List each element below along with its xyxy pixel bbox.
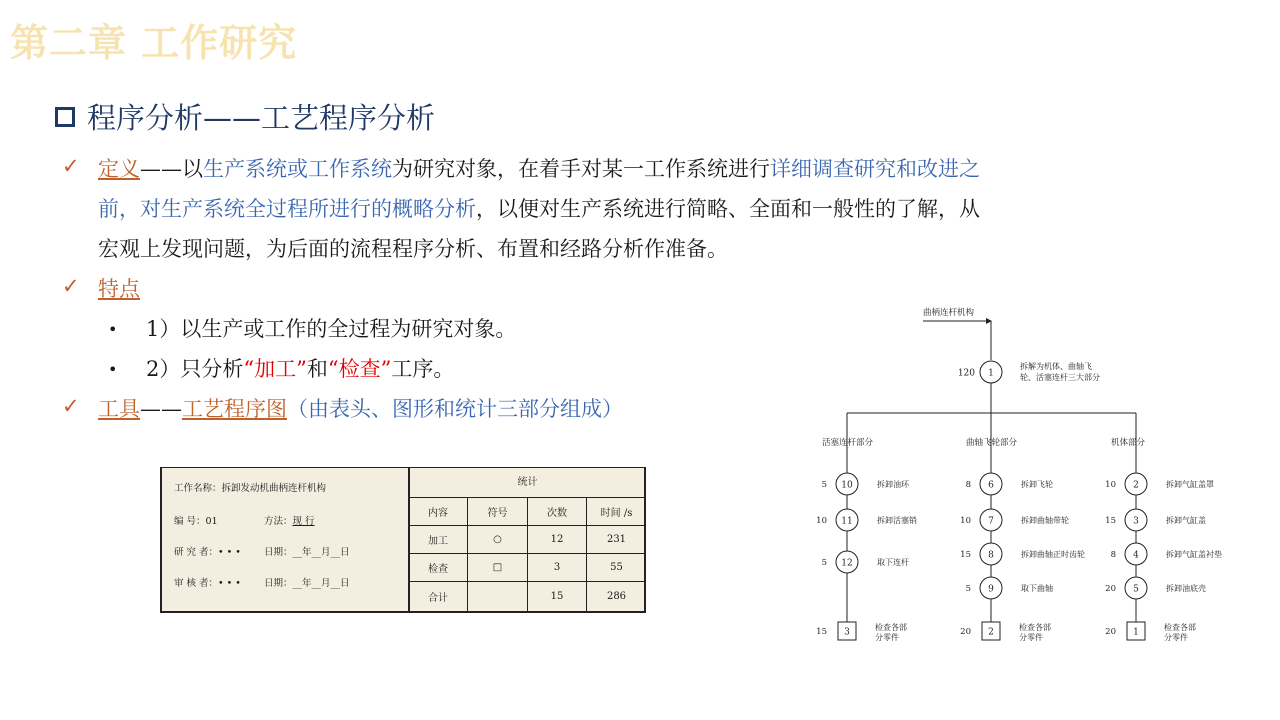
inspection-time: 15	[816, 627, 827, 637]
definition-text-2: ，以便对生产系统进行简略、全面和一般性的了解，从	[476, 197, 980, 221]
stats-cell: 12	[528, 526, 587, 554]
operation-text: 取下曲轴	[1021, 584, 1053, 593]
bullet-icon: •	[108, 360, 118, 379]
operation-time: 5	[965, 584, 971, 594]
operation-number: 11	[841, 516, 853, 527]
operation-number: 4	[1133, 550, 1139, 561]
stats-cell: 55	[587, 554, 646, 582]
operation-text: 拆卸气缸盖罩	[1166, 480, 1214, 489]
stats-cell: 231	[587, 526, 646, 554]
operation-number: 12	[841, 558, 853, 569]
operation-number: 8	[988, 550, 994, 561]
stats-cell: 3	[528, 554, 587, 582]
stats-header-cell: 内容	[409, 497, 468, 526]
operation-text: 轮、活塞连杆三大部分	[1020, 373, 1100, 382]
features-label-line	[98, 274, 140, 304]
operation-text: 拆卸油底壳	[1166, 584, 1206, 593]
chapter-title: 第二章 工作研究	[10, 21, 298, 65]
tool-line	[98, 394, 623, 424]
operation-number: 5	[1133, 584, 1139, 595]
date-2: 日期：__年__月__日	[264, 578, 350, 589]
operation-text: 拆解为机体、曲轴飞	[1020, 362, 1092, 371]
definition-line-2	[98, 194, 980, 224]
operation-text: 拆卸飞轮	[1021, 480, 1053, 489]
square-bullet-icon	[55, 107, 75, 127]
tool-note: （由表头、图形和统计三部分组成）	[287, 397, 623, 421]
stats-title: 统计	[409, 468, 646, 498]
inspection-number: 2	[988, 627, 994, 638]
operation-time: 5	[821, 480, 827, 490]
feature-item-2	[146, 354, 454, 384]
inspection-text: 分零件	[1164, 633, 1188, 642]
operation-text: 拆卸气缸盖衬垫	[1166, 550, 1222, 559]
operation-text: 拆卸油环	[877, 480, 909, 489]
definition-blue-1: 生产系统或工作系统	[203, 157, 392, 181]
inspection-text: 检查各部	[875, 623, 907, 632]
definition-line-1	[98, 154, 980, 184]
inspection-text: 分零件	[1019, 633, 1043, 642]
stats-header-cell: 符号	[468, 497, 528, 526]
operation-time: 10	[960, 516, 971, 526]
operation-text: 取下连杆	[877, 558, 909, 567]
stats-cell: 检查	[409, 554, 468, 582]
operation-text: 拆卸气缸盖	[1166, 516, 1206, 525]
stats-header-cell: 时间 /s	[587, 497, 646, 526]
stats-header-cell: 次数	[528, 497, 587, 526]
tool-dash: ——	[140, 397, 182, 421]
operation-time: 8	[1110, 550, 1116, 560]
operation-number: 9	[988, 584, 994, 595]
definition-text-1: 为研究对象，在着手对某一工作系统进行	[392, 157, 770, 181]
definition-dash: ——以	[140, 157, 203, 181]
definition-label: 定义	[98, 157, 140, 181]
process-chart-diagram	[800, 300, 1260, 660]
operation-time: 5	[821, 558, 827, 568]
checkmark-icon: ✓	[62, 154, 80, 178]
inspection-text: 检查各部	[1019, 623, 1051, 632]
reviewer: 审 核 者：• • •	[174, 578, 241, 589]
operation-time: 120	[957, 368, 975, 379]
stats-cell	[468, 582, 528, 611]
operation-number: 10	[841, 480, 853, 491]
feature-item-2-suffix: 工序。	[391, 357, 455, 381]
method	[264, 513, 315, 527]
operation-number: 7	[988, 516, 994, 527]
definition-line-3: 宏观上发现问题，为后面的流程程序分析、布置和经路分析作准备。	[98, 237, 728, 261]
inspection-text: 检查各部	[1164, 623, 1196, 632]
tool-name: 工艺程序图	[182, 397, 287, 421]
stats-cell: ○	[468, 526, 528, 554]
stats-cell: 合计	[409, 582, 468, 611]
feature-item-1: 1）以生产或工作的全过程为研究对象。	[146, 317, 517, 341]
tool-label: 工具	[98, 397, 140, 421]
checkmark-icon: ✓	[62, 394, 80, 418]
operation-time: 20	[1105, 584, 1116, 594]
section-heading	[55, 96, 435, 137]
date-1: 日期：__年__月__日	[264, 547, 350, 558]
inspection-time: 20	[960, 627, 971, 637]
operation-number: 3	[1133, 516, 1139, 527]
method-value: 现 行	[292, 516, 315, 527]
inspection-time: 20	[1105, 627, 1116, 637]
method-label: 方法：	[264, 516, 293, 527]
job-number: 编 号：01	[174, 516, 218, 527]
feature-item-2-processing: “加工”	[243, 357, 307, 381]
feature-item-2-prefix: 2）只分析	[146, 357, 244, 381]
operation-time: 15	[960, 550, 971, 560]
operation-text: 拆卸活塞销	[877, 516, 917, 525]
inspection-number: 1	[1133, 627, 1139, 638]
operation-number: 6	[988, 480, 994, 491]
operation-time: 15	[1105, 516, 1116, 526]
diagram-top-label: 曲柄连杆机构	[923, 308, 975, 318]
process-chart-header-table	[160, 467, 646, 613]
operation-number: 1	[988, 368, 994, 379]
features-label: 特点	[98, 277, 140, 301]
operation-time: 10	[816, 516, 827, 526]
stats-cell: 286	[606, 591, 627, 602]
operation-time: 8	[965, 480, 971, 490]
operation-text: 拆卸曲轴带轮	[1021, 516, 1069, 525]
feature-item-2-and: 和	[306, 357, 328, 381]
branch-label: 活塞连杆部分	[822, 438, 874, 448]
form-info-section	[162, 468, 410, 611]
inspection-number: 3	[844, 627, 850, 638]
operation-text: 拆卸曲轴正时齿轮	[1021, 550, 1085, 559]
checkmark-icon: ✓	[62, 274, 80, 298]
stats-cell: □	[468, 554, 528, 582]
definition-blue-3: 前，对生产系统全过程所进行的概略分析	[98, 197, 476, 221]
operation-number: 2	[1133, 480, 1139, 491]
job-name: 工作名称：拆卸发动机曲柄连杆机构	[174, 483, 327, 494]
bullet-icon: •	[108, 320, 118, 339]
feature-item-2-inspection: “检查”	[327, 357, 392, 381]
researcher: 研 究 者：• • •	[174, 547, 241, 558]
section-title: 程序分析——工艺程序分析	[87, 101, 436, 135]
inspection-text: 分零件	[875, 633, 899, 642]
stats-cell: 加工	[409, 526, 468, 554]
branch-label: 曲轴飞轮部分	[966, 438, 1018, 448]
definition-blue-2: 详细调查研究和改进之	[770, 157, 980, 181]
stats-cell: 15	[528, 582, 587, 611]
branch-label: 机体部分	[1111, 438, 1146, 448]
operation-time: 10	[1105, 480, 1116, 490]
